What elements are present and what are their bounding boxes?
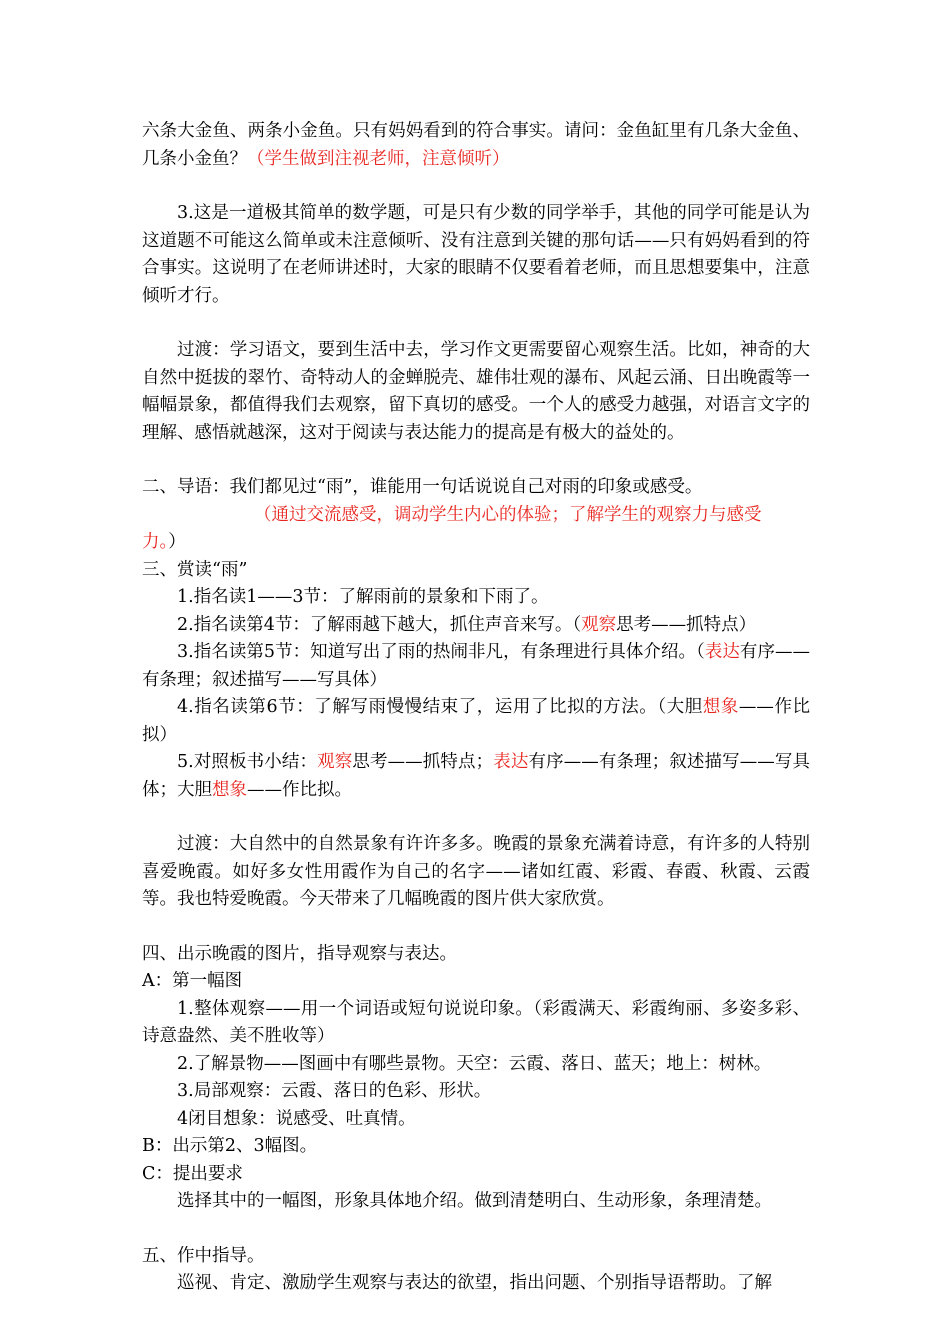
paragraph-explanation: 3.这是一道极其简单的数学题，可是只有少数的同学举手，其他的同学可能是认为这道题不可能这么简单或未注意倾听、没有注意到关键的那句话——只有妈妈看到的符合事实。这说明了在老师讲述时，大家的眼睛不仅要看着老师，而且思想要集中，注意倾听才行。 [142, 203, 810, 306]
section-4-heading: 四、出示晚霞的图片，指导观察与表达。 [142, 943, 457, 964]
section-3-item-1: 1.指名读1——3节：了解雨前的景象和下雨了。 [177, 587, 549, 607]
document-body [142, 118, 810, 1298]
paragraph-text: 六条大金鱼、两条小金鱼。只有妈妈看到的符合事实。请问：金鱼缸里有几条大金鱼、几条小金鱼？ [142, 121, 810, 169]
paragraph-gap [142, 447, 810, 474]
section-4-a-item-4: 4闭目想象：说感受、吐真情。 [177, 1108, 416, 1129]
paragraph-transition-2: 过渡：大自然中的自然景象有许许多多。晚霞的景象充满着诗意，有许多的人特别喜爱晚霞。如好多女性用霞作为自己的名字——诸如红霞、彩霞、春霞、秋霞、云霞等。我也特爱晚霞。今天带来了几幅晚霞的图片供大家欣赏。 [142, 834, 810, 909]
section-4-a-item-1: 1.整体观察——用一个词语或短句说说印象。（彩霞满天、彩霞绚丽、多姿多彩、诗意盎然、美不胜收等） [142, 998, 810, 1046]
section-2-note-cont: 力。） [142, 532, 186, 552]
section-2-heading: 二、导语：我们都见过“雨”，谁能用一句话说说自己对雨的印象或感受。 [142, 477, 703, 497]
paragraph-gap [142, 173, 810, 200]
section-3-item-2: 2.指名读第4节：了解雨越下越大，抓住声音来写。（观察思考——抓特点） [177, 614, 757, 635]
section-5-paragraph: 巡视、肯定、激励学生观察与表达的欲望，指出问题、个别指导语帮助。了解 [177, 1273, 772, 1293]
section-4-part-b: B：出示第2、3幅图。 [142, 1136, 318, 1156]
paragraph-goldfish [142, 118, 810, 173]
section-4-a-item-3: 3.局部观察：云霞、落日的色彩、形状。 [177, 1081, 492, 1101]
section-2-note: （通过交流感受，调动学生内心的体验；了解学生的观察力与感受 [254, 504, 762, 525]
section-4-a-item-2: 2.了解景物——图画中有哪些景物。天空：云霞、落日、蓝天；地上：树林。 [177, 1053, 772, 1074]
paragraph-transition-1: 过渡：学习语文，要到生活中去，学习作文更需要留心观察生活。比如，神奇的大自然中挺拔的翠竹、奇特动人的金蝉脱壳、雄伟壮观的瀑布、风起云涌、日出晚霞等一幅幅景象，都值得我们去观察，留下真切的感受。一个人的感受力越强，对语言文字的理解、感悟就越深，这对于阅读与表达能力的提高是有极大的益处的。 [142, 340, 810, 443]
section-4-part-a: A：第一幅图 [142, 971, 243, 991]
paragraph-gap [142, 1216, 810, 1243]
section-3-item-5: 5.对照板书小结：观察思考——抓特点；表达有序——有条理；叙述描写——写具体；大胆想象——作比拟。 [142, 752, 811, 800]
paragraph-gap [142, 804, 810, 831]
section-5-heading: 五、作中指导。 [142, 1245, 265, 1266]
section-3-item-4: 4.指名读第6节：了解写雨慢慢结束了，运用了比拟的方法。（大胆想象——作比拟） [142, 697, 811, 745]
paragraph-gap [142, 310, 810, 337]
teaching-note: （学生做到注视老师，注意倾听） [247, 148, 510, 169]
section-4-c-item-1: 选择其中的一幅图，形象具体地介绍。做到清楚明白、生动形象，条理清楚。 [177, 1191, 772, 1211]
section-3-item-3: 3.指名读第5节：知道写出了雨的热闹非凡，有条理进行具体介绍。（表达有序——有条理；叙述描写——写具体） [142, 642, 811, 690]
section-4-part-c: C：提出要求 [142, 1163, 243, 1184]
section-3-heading: 三、赏读“雨” [142, 559, 248, 580]
paragraph-gap [142, 914, 810, 941]
